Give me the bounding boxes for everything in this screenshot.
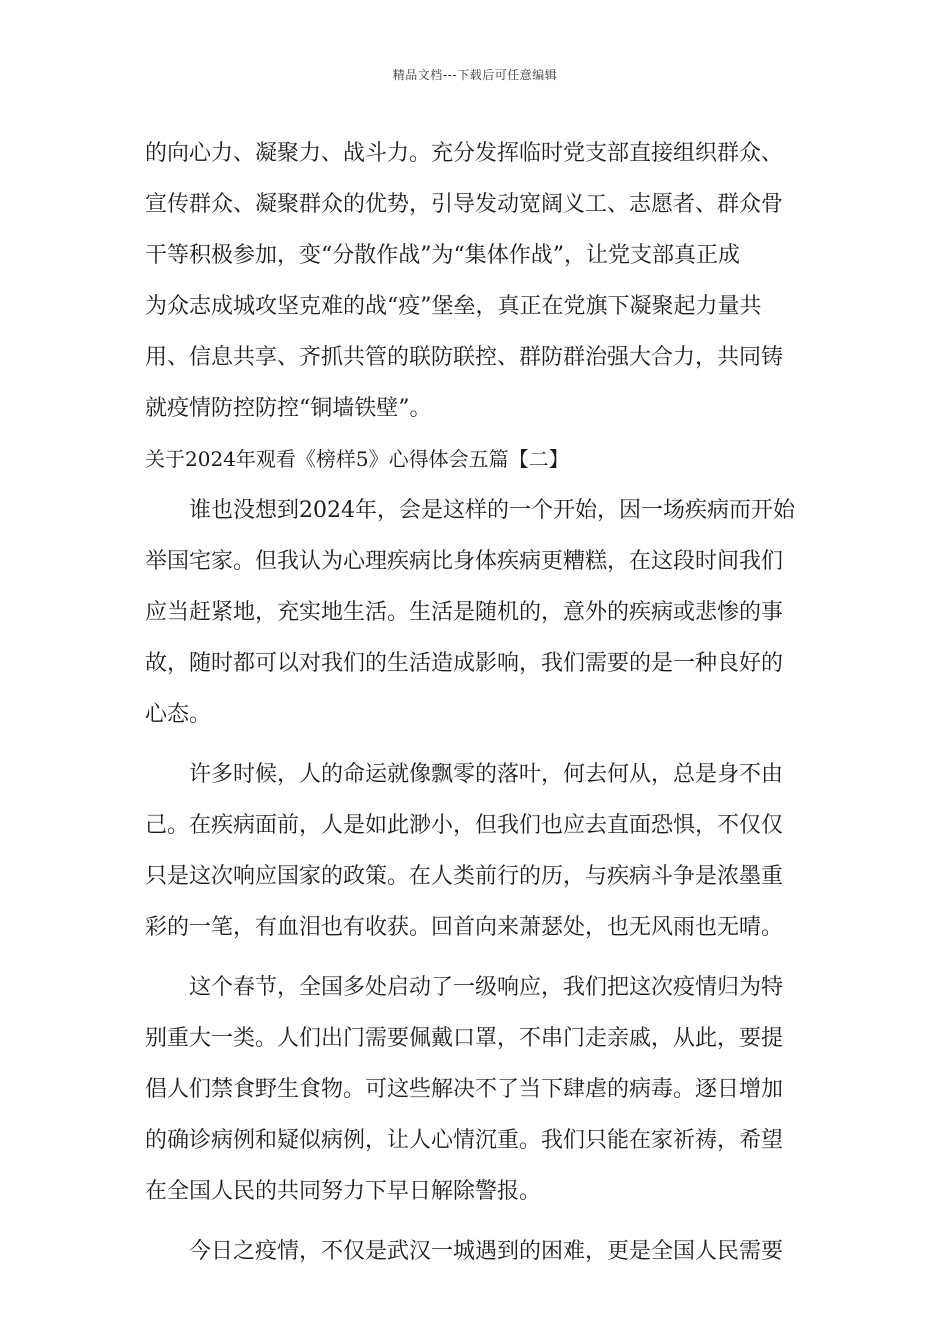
text-line: 在全国人民的共同努力下早日解除警报。: [145, 1179, 542, 1204]
paragraph-1: [145, 128, 807, 434]
text-line: 的向心力、凝聚力、战斗力。充分发挥临时党支部直接组织群众、: [145, 141, 784, 166]
section-heading: [145, 434, 807, 485]
paragraph-2: [145, 485, 807, 740]
text-line: 许多时候，人的命运就像飘零的落叶，何去何从，总是身不由: [189, 762, 784, 787]
page-header: 精品文档---下载后可任意编辑: [392, 68, 558, 82]
text-line: 用、信息共享、齐抓共管的联防联控、群防群治强大合力，共同铸: [145, 345, 784, 370]
text-line: 的确诊病例和疑似病例，让人心情沉重。我们只能在家祈祷，希望: [145, 1128, 784, 1153]
text-line: 宣传群众、凝聚群众的优势，引导发动宽阔义工、志愿者、群众骨: [145, 192, 784, 217]
paragraph-5: [145, 1226, 807, 1277]
text-line: 举国宅家。但我认为心理疾病比身体疾病更糟糕，在这段时间我们: [145, 549, 784, 574]
text-line: 就疫情防控防控“铜墙铁壁”。: [145, 396, 432, 421]
text-line: 今日之疫情，不仅是武汉一城遇到的困难，更是全国人民需要: [189, 1239, 784, 1264]
paragraph-gap: [145, 740, 807, 749]
document-body: [145, 128, 807, 1277]
paragraph-gap: [145, 953, 807, 962]
text-line: 谁也没想到2024年，会是这样的一个开始，因一场疾病而开始: [189, 498, 795, 523]
text-line: 倡人们禁食野生食物。可这些解决不了当下肆虐的病毒。逐日增加: [145, 1077, 784, 1102]
text-line: 只是这次响应国家的政策。在人类前行的历，与疾病斗争是浓墨重: [145, 864, 784, 889]
section-heading-text: 关于2024年观看《榜样5》心得体会五篇【二】: [145, 447, 569, 471]
text-line: 干等积极参加，变“分散作战”为“集体作战”，让党支部真正成: [145, 243, 740, 268]
text-line: 应当赶紧地，充实地生活。生活是随机的，意外的疾病或悲惨的事: [145, 600, 784, 625]
text-line: 故，随时都可以对我们的生活造成影响，我们需要的是一种良好的: [145, 651, 784, 676]
text-line: 彩的一笔，有血泪也有收获。回首向来萧瑟处，也无风雨也无晴。: [145, 915, 784, 940]
text-line: 心态。: [145, 702, 212, 727]
text-line: 别重大一类。人们出门需要佩戴口罩，不串门走亲戚，从此，要提: [145, 1026, 784, 1051]
paragraph-3: [145, 749, 807, 953]
text-line: 己。在疾病面前，人是如此渺小，但我们也应去直面恐惧，不仅仅: [145, 813, 784, 838]
text-line: 这个春节，全国多处启动了一级响应，我们把这次疫情归为特: [189, 975, 784, 1000]
text-line: 为众志成城攻坚克难的战“疫”堡垒，真正在党旗下凝聚起力量共: [145, 294, 762, 319]
paragraph-4: [145, 962, 807, 1217]
paragraph-gap: [145, 1217, 807, 1226]
